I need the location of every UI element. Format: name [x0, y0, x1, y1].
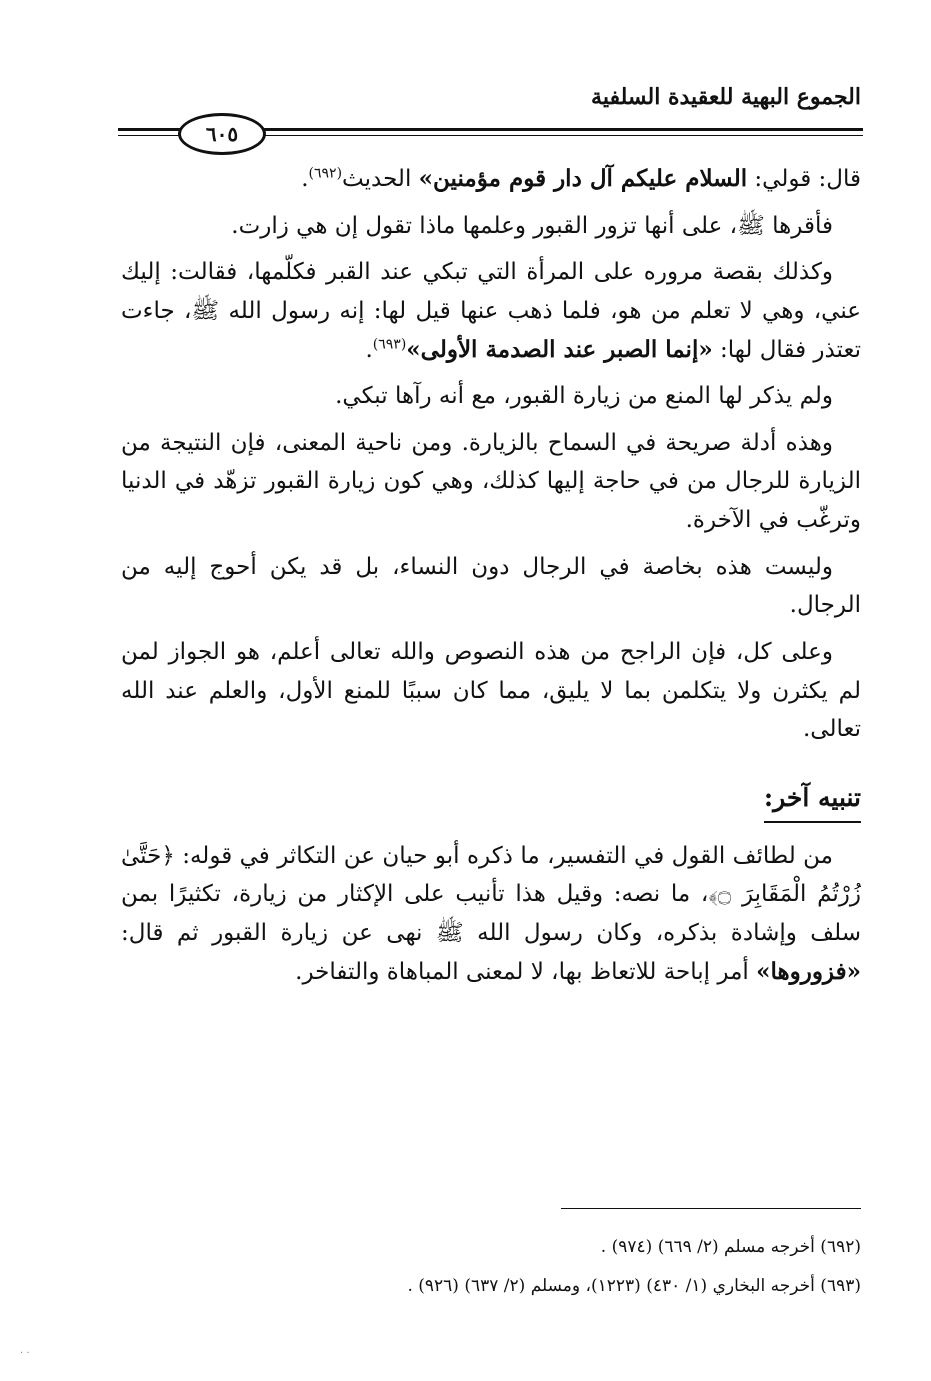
- paragraph: [121, 207, 861, 246]
- paragraph: [121, 160, 861, 199]
- footnote: (٦٩٢) أخرجه مسلم (٢/ ٦٦٩) (٩٧٤) .: [600, 1237, 861, 1257]
- paragraph-end: .: [365, 336, 373, 363]
- footnote: (٦٩٣) أخرجه البخاري (١/ ٤٣٠) (١٢٢٣)، ومسلم (٢/ ٦٣٧) (٩٢٦) .: [407, 1276, 861, 1297]
- paragraph-text: الحديث: [342, 166, 419, 192]
- paragraph-text: ، ما نصه: وقيل هذا تأنيب على الإكثار من زيارة، تكثيرًا بمن سلف وإشادة بذكره، وكان رسول الله ﷺ نهى عن زيارة القبور ثم قال:: [121, 881, 861, 946]
- running-header-title: الجموع البهية للعقيدة السلفية: [591, 84, 861, 110]
- paragraph: [121, 377, 861, 416]
- paragraph: [121, 548, 861, 625]
- paragraph-end: .: [301, 166, 309, 192]
- page-number-badge: [178, 113, 266, 155]
- hadith-quote: «فزوروها»: [756, 957, 861, 985]
- paragraph-text: قال: قولي:: [747, 166, 861, 192]
- paragraph-text: وليست هذه بخاصة في الرجال دون النساء، بل قد يكن أحوج إليه من الرجال.: [121, 553, 861, 619]
- paragraph-text: وكذلك بقصة مروره على المرأة التي تبكي عند القبر فكلّمها، فقالت: إليك عني، وهي لا تعلم من هو، فلما ذهب عنها قيل لها: إنه رسول الله ﷺ، جاءت تعتذر فقال لها:: [121, 259, 861, 363]
- footnote-ref: (٦٩٣): [372, 335, 407, 352]
- footnote-ref: (٦٩٢): [308, 165, 343, 182]
- footnote-separator: [561, 1208, 861, 1209]
- paragraph-text: وعلى كل، فإن الراجح من هذه النصوص والله تعالى أعلم، هو الجواز لمن لم يكثرن ولا يتكلمن بما لا يليق، مما كان سببًا للمنع الأول، والعلم عند الله تعالى.: [121, 638, 861, 743]
- paragraph-text: فأقرها ﷺ، على أنها تزور القبور وعلمها ماذا تقول إن هي زارت.: [231, 212, 833, 239]
- quran-verse: ﴿حَتَّىٰ زُرْتُمُ الْمَقَابِرَ ۝﴾: [121, 842, 862, 908]
- footnotes: [407, 1228, 861, 1306]
- paragraph-text: أمر إباحة للاتعاظ بها، لا لمعنى المباهاة والتفاخر.: [295, 958, 757, 985]
- paragraph: [121, 837, 861, 992]
- main-text: [121, 160, 861, 999]
- paragraph: [121, 253, 861, 369]
- paragraph-text: ولم يذكر لها المنع من زيارة القبور، مع أنه رآها تبكي.: [335, 383, 833, 410]
- hadith-quote: «إنما الصبر عند الصدمة الأولى»: [406, 335, 713, 363]
- section-heading: تنبيه آخر:: [764, 777, 861, 823]
- paragraph: [121, 633, 861, 749]
- scan-mark: · ·: [20, 1348, 30, 1359]
- paragraph: [121, 424, 861, 540]
- hadith-quote: السلام عليكم آل دار قوم مؤمنين»: [418, 165, 748, 192]
- page-number: ٦٠٥: [205, 122, 239, 146]
- paragraph-text: من لطائف القول في التفسير، ما ذكره أبو حيان عن التكاثر في قوله:: [174, 842, 833, 869]
- paragraph-text: وهذه أدلة صريحة في السماح بالزيارة. ومن ناحية المعنى، فإن النتيجة من الزيارة للرجال من في حاجة إليها كذلك، وهي كون زيارة القبور تزهّد في الدنيا وترغّب في الآخرة.: [121, 429, 861, 533]
